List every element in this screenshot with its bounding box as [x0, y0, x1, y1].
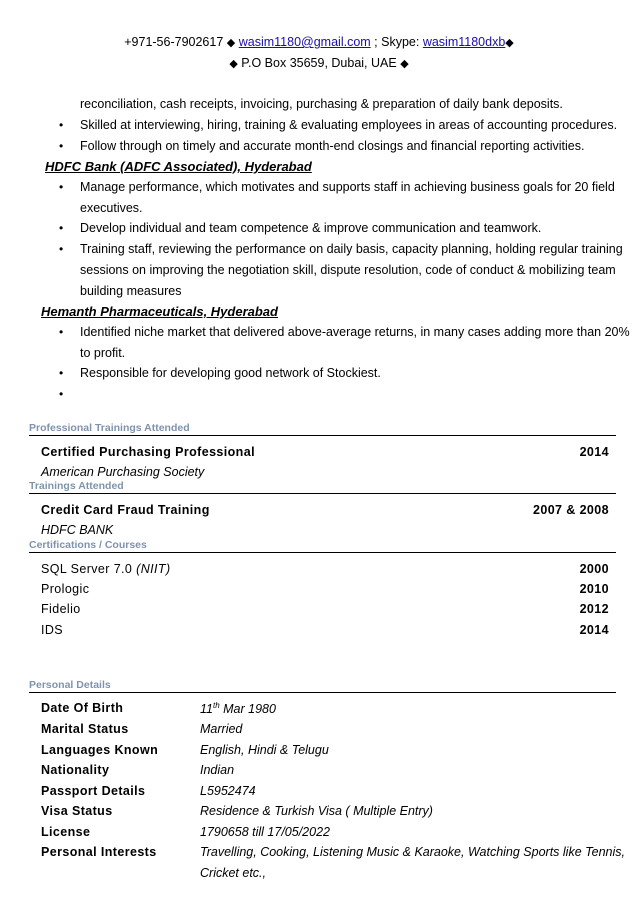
diamond-icon: ◆	[505, 37, 514, 49]
bullet-icon: •	[59, 242, 64, 256]
training-org: HDFC BANK	[41, 523, 114, 537]
bullet-text-cont: sessions on improving the negotiation skill, dispute resolution, code of conduct & mobilizing team	[80, 263, 616, 277]
company-heading: Hemanth Pharmaceuticals, Hyderabad	[41, 304, 278, 319]
bullet-icon: •	[59, 325, 64, 339]
nationality-value: Indian	[200, 763, 235, 777]
cert-name: Fidelio	[41, 602, 81, 616]
visa-label: Visa Status	[41, 804, 113, 818]
bullet-icon: •	[59, 139, 64, 153]
section-divider	[29, 435, 616, 436]
email-link[interactable]: wasim1180@gmail.com	[238, 35, 371, 49]
bullet-text: reconciliation, cash receipts, invoicing, purchasing & preparation of daily bank deposits.	[80, 97, 563, 111]
cert-year: 2000	[579, 562, 609, 576]
section-divider	[29, 493, 616, 494]
cert-name: Prologic	[41, 582, 90, 596]
bullet-text: Responsible for developing good network of Stockiest.	[80, 366, 381, 380]
section-title: Trainings Attended	[29, 480, 124, 492]
dob-value: 11th Mar 1980	[200, 701, 276, 717]
company-heading: HDFC Bank (ADFC Associated), Hyderabad	[45, 159, 312, 174]
section-divider	[29, 692, 616, 693]
section-title: Certifications / Courses	[29, 539, 147, 551]
bullet-text-cont: to profit.	[80, 346, 126, 360]
skype-prefix: ; Skype:	[374, 35, 420, 49]
license-value: 1790658 till 17/05/2022	[200, 825, 330, 839]
training-name: Certified Purchasing Professional	[41, 445, 255, 459]
cert-note: (NIIT)	[136, 562, 171, 576]
training-year: 2014	[579, 445, 609, 459]
bullet-text-cont: executives.	[80, 201, 143, 215]
visa-value: Residence & Turkish Visa ( Multiple Entry)	[200, 804, 433, 818]
cert-name: IDS	[41, 623, 64, 637]
bullet-icon: •	[59, 366, 64, 380]
cert-year: 2014	[579, 623, 609, 637]
languages-value: English, Hindi & Telugu	[200, 743, 329, 757]
diamond-icon: ◆	[400, 58, 409, 70]
phone-number: +971-56-7902617	[124, 35, 224, 49]
bullet-text: Follow through on timely and accurate month-end closings and financial reporting activities.	[80, 139, 585, 153]
dob-label: Date Of Birth	[41, 701, 124, 715]
training-org: American Purchasing Society	[41, 465, 205, 479]
contact-line	[0, 35, 638, 49]
nationality-label: Nationality	[41, 763, 110, 777]
skype-link[interactable]: wasim1180dxb	[422, 35, 506, 49]
address: P.O Box 35659, Dubai, UAE	[241, 56, 397, 70]
diamond-icon: ◆	[226, 37, 236, 49]
interests-label: Personal Interests	[41, 845, 157, 859]
bullet-icon: •	[59, 221, 64, 235]
passport-label: Passport Details	[41, 784, 146, 798]
bullet-text: Develop individual and team competence & improve communication and teamwork.	[80, 221, 542, 235]
cert-name: SQL Server 7.0 (NIIT)	[41, 562, 171, 576]
marital-status-value: Married	[200, 722, 243, 736]
bullet-text: Identified niche market that delivered above-average returns, in many cases adding more than 20%	[80, 325, 630, 339]
diamond-icon: ◆	[229, 58, 238, 70]
training-name: Credit Card Fraud Training	[41, 503, 210, 517]
bullet-icon: •	[59, 118, 64, 132]
bullet-text: Skilled at interviewing, hiring, training & evaluating employees in areas of accounting procedures.	[80, 118, 618, 132]
bullet-text-cont: building measures	[80, 284, 182, 298]
training-year: 2007 & 2008	[533, 503, 609, 517]
section-title: Professional Trainings Attended	[29, 422, 190, 434]
address-line	[0, 56, 638, 70]
section-title: Personal Details	[29, 679, 111, 691]
cert-year: 2010	[579, 582, 609, 596]
section-divider	[29, 552, 616, 553]
bullet-text: Manage performance, which motivates and supports staff in achieving business goals for 20 field	[80, 180, 615, 194]
bullet-icon: •	[59, 180, 64, 194]
passport-value: L5952474	[200, 784, 256, 798]
bullet-icon: •	[59, 387, 64, 401]
interests-value: Travelling, Cooking, Listening Music & Karaoke, Watching Sports like Tennis,	[200, 845, 625, 859]
license-label: License	[41, 825, 91, 839]
bullet-text: Training staff, reviewing the performance on daily basis, capacity planning, holding regular training	[80, 242, 623, 256]
cert-year: 2012	[579, 602, 609, 616]
marital-status-label: Marital Status	[41, 722, 129, 736]
interests-value-cont: Cricket etc.,	[200, 866, 266, 880]
languages-label: Languages Known	[41, 743, 159, 757]
